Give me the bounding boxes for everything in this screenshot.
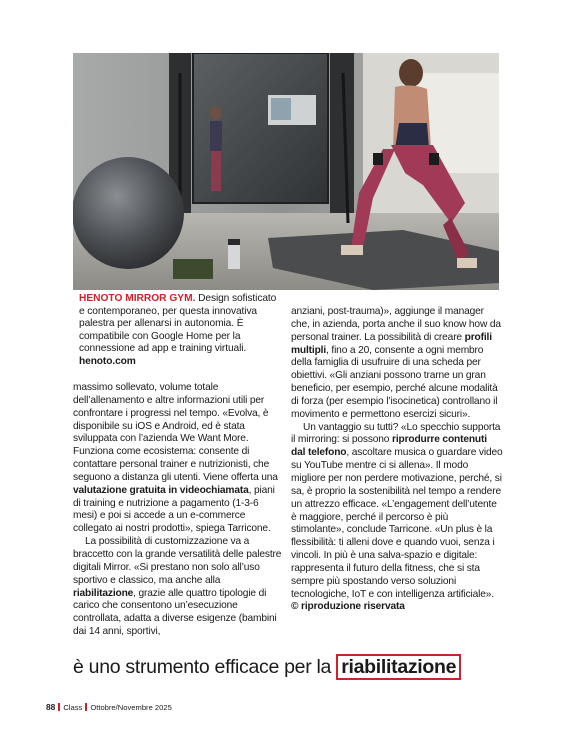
caption-text: Design sofisticato e contemporaneo, per questa innovativa palestra per allenarsi in autonomia. È compatibile con Google Home per la connessione ad app e training virtuali. [79, 293, 277, 355]
copyright-note: © riproduzione riservata [291, 601, 405, 613]
gym-illustration [73, 53, 499, 290]
right-paragraph-1 [291, 306, 503, 422]
pull-quote [73, 653, 513, 681]
left-paragraph-1 [73, 382, 283, 536]
pull-quote-highlight: riabilitazione [336, 654, 461, 680]
left-column [73, 382, 283, 639]
right-p1-text-a: anziani, post-trauma)», aggiunge il manager che, in azienda, porta anche il suo know how da personal trainer. La possibilità di creare [291, 306, 501, 343]
left-p1-bold: valutazione gratuita in videochiamata [73, 484, 249, 496]
right-p1-text-c: , fino a 20, consente a ogni membro della famiglia di usufruire di una scheda per obiettivi. «Gli anziani possono trarne un gran beneficio, per esempio, perché alcune modalità di forza (per esempio l’isocinetica) controllano il movimento e permettono esercizi sicuri». [291, 344, 498, 420]
left-p1-text-a: massimo sollevato, volume totale dell’allenamento e altre informazioni utili per confrontare i progressi nel tempo. «Evolva, è disponibile su iOS e Android, ed è stata sviluppata con l’azienda We Want More. Funziona come ecosistema: consente di contattare personal trainer e nutrizionisti, che seguono a distanza gli utenti. Viene offerta una [73, 382, 278, 483]
caption-link[interactable]: henoto.com [79, 355, 136, 367]
pull-quote-text: è uno strumento efficace per la [73, 656, 337, 678]
right-paragraph-2 [291, 422, 503, 615]
hero-photo [73, 53, 499, 290]
left-p2-text-a: La possibilità di customizzazione va a braccetto con la grande versatilità delle palestre digitali Mirror. «Si prestano non solo all’uso sportivo e classico, ma anche alla [73, 536, 282, 586]
footer-divider [85, 703, 87, 711]
left-p2-bold: riabilitazione [73, 587, 134, 599]
right-p2-text-a: Un vantaggio su tutti? «Lo specchio supporta il mirroring: si possono [291, 421, 501, 446]
right-p2-bold: riprodurre contenuti dal telefono [291, 434, 487, 459]
left-p2-text-c: , grazie alle quattro tipologie di carico che consentono un’esecuzione controllata, adatta a diverse esigenze (bambini dai 14 anni, sportivi, [73, 587, 277, 638]
photo-caption [79, 293, 284, 369]
issue-date: Ottobre/Novembre 2025 [90, 703, 172, 712]
magazine-name: Class [63, 703, 83, 712]
left-p1-text-c: , piani di training e nutrizione a pagamento (1-3-6 mesi) e poi si accede a un e-commerce collegato ai nostri prodotti», spiega Tarricone. [73, 484, 275, 535]
right-column [291, 306, 503, 614]
footer-divider [58, 703, 60, 711]
page-footer [46, 702, 172, 713]
page-number: 88 [46, 702, 56, 712]
caption-title: HENOTO MIRROR GYM. [79, 293, 196, 304]
right-p1-bold: profili multipli [291, 331, 492, 356]
left-paragraph-2 [73, 536, 283, 639]
right-p2-text-c: , ascoltare musica o guardare video su YouTube mentre ci si allena». Il modo migliore per non perdere motivazione, perché, si sa, è proprio la sostenibilità nel tempo a rendere un attrezzo efficace. «L’engagement dell’utente è maggiore, perché il percorso è più stimolante», conclude Tarricone. «Un plus è la flessibilità: ti alleni dove e quando vuoi, senza i vincoli. In più è una salva-spazio e digitale: rappresenta il futuro della fitness, che si sta sempre più spostando verso soluzioni tecnologiche, IoT e con intelligenza artificiale». [291, 447, 503, 600]
